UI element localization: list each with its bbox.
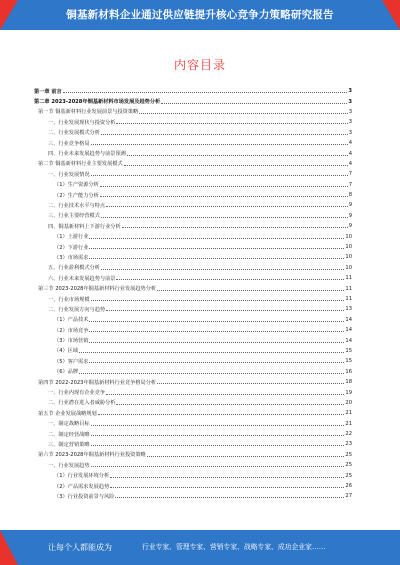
toc-heading: 内容目录 xyxy=(173,58,226,72)
toc-entry-label: （2）市场竞争 xyxy=(54,327,89,334)
toc-leader-dots xyxy=(116,120,347,124)
toc-entry-label: 四、行业未来发展趋势与前景预测 xyxy=(48,151,126,158)
toc-entry-label: （2）生产能力分析 xyxy=(54,192,99,199)
toc-entry-label: 二、行业发展方向与趋势 xyxy=(48,306,106,313)
toc-entry-label: （2）产品需求发展趋势 xyxy=(54,483,110,490)
toc-leader-dots xyxy=(122,224,348,228)
toc-entry-label: 三、行业竞争格局 xyxy=(48,140,90,147)
toc-leader-dots xyxy=(101,131,348,135)
toc-entry-page: 25 xyxy=(345,451,352,458)
toc-entry-label: 第二节 铜基新材料行业主要发展模式 xyxy=(38,161,123,168)
toc-entry-page: 25 xyxy=(345,472,352,479)
toc-leader-dots xyxy=(116,276,344,280)
toc-leader-dots xyxy=(100,183,348,187)
toc-leader-dots xyxy=(89,359,344,363)
toc-leader-dots xyxy=(79,349,344,353)
toc-entry-label: 三、制定营销策略 xyxy=(48,441,90,448)
toc-entry[interactable] xyxy=(34,117,352,127)
toc-leader-dots xyxy=(91,172,348,176)
toc-leader-dots xyxy=(110,474,344,478)
toc-leader-dots xyxy=(91,422,345,426)
toc-entry[interactable] xyxy=(34,325,352,335)
toc-entry-label: （4）区域 xyxy=(54,348,79,355)
toc-entry-page: 10 xyxy=(345,264,352,271)
toc-entry[interactable] xyxy=(34,211,352,221)
toc-entry-page: 21 xyxy=(345,420,352,427)
toc-entry[interactable] xyxy=(34,107,352,117)
toc-entry-label: 第五节 企业发展战略规划 xyxy=(38,410,97,417)
toc-entry-label: 五、行业盈利模式分析 xyxy=(48,265,100,272)
toc-entry[interactable] xyxy=(34,231,352,241)
toc-entry-label: 一、行业发展现状与投资分析 xyxy=(48,119,116,126)
toc-entry-page: 10 xyxy=(345,233,352,240)
toc-entry-label: （3）市场营销 xyxy=(54,338,89,345)
toc-entry[interactable] xyxy=(34,408,352,418)
toc-entry-page: 15 xyxy=(345,358,352,365)
toc-leader-dots xyxy=(89,328,344,332)
toc-entry-label: （1）上游行业 xyxy=(54,234,89,241)
toc-entry[interactable] xyxy=(34,460,352,470)
toc-leader-dots xyxy=(115,494,344,498)
toc-leader-dots xyxy=(91,297,345,301)
toc-leader-dots xyxy=(63,89,348,93)
toc-entry[interactable] xyxy=(34,138,352,148)
toc-leader-dots xyxy=(147,453,345,457)
header-accent-left xyxy=(0,0,18,30)
toc-entry[interactable] xyxy=(34,96,352,106)
toc-entry-label: 二、行业技术水平与特点 xyxy=(48,202,106,209)
toc-entry-label: （6）品牌 xyxy=(54,369,79,376)
toc-entry[interactable] xyxy=(34,356,352,366)
toc-leader-dots xyxy=(89,245,344,249)
toc-entry-page: 16 xyxy=(345,368,352,375)
toc-entry-label: 一、制定战略目标 xyxy=(48,421,90,428)
toc-entry[interactable] xyxy=(34,315,352,325)
footer-accent xyxy=(0,530,18,565)
toc-entry-page: 25 xyxy=(345,462,352,469)
toc-entry[interactable] xyxy=(34,221,352,231)
toc-leader-dots xyxy=(127,152,348,156)
toc-entry[interactable] xyxy=(34,387,352,397)
toc-leader-dots xyxy=(89,255,344,259)
toc-entry[interactable] xyxy=(34,190,352,200)
toc-entry-label: 第四节 2022-2023年铜基新材料行业竞争格局分析 xyxy=(38,379,157,386)
toc-leader-dots xyxy=(89,318,344,322)
toc-entry-page: 9 xyxy=(348,223,352,230)
toc-entry-label: 一、行业发展趋势 xyxy=(48,462,90,469)
toc-entry[interactable] xyxy=(34,335,352,345)
toc-entry-label: （1）行业发展环境分析 xyxy=(54,473,110,480)
toc-entry[interactable] xyxy=(34,180,352,190)
toc-entry[interactable] xyxy=(34,169,352,179)
toc-entry[interactable] xyxy=(34,128,352,138)
toc-entry[interactable] xyxy=(34,429,352,439)
toc-entry[interactable] xyxy=(34,346,352,356)
toc-entry-page: 3 xyxy=(348,119,352,126)
toc-entry-page: 9 xyxy=(348,212,352,219)
toc-leader-dots xyxy=(110,484,344,488)
toc-entry-page: 7 xyxy=(348,171,352,178)
toc-leader-dots xyxy=(106,203,348,207)
report-title: 铜基新材料企业通过供应链提升核心竞争力策略研究报告 xyxy=(66,9,334,21)
toc-entry-label: 第一节 铜基新材料行业发展前景与投资策略 xyxy=(38,109,139,116)
toc-entry[interactable] xyxy=(34,283,352,293)
toc-entry-label: 第二章 2023-2028年铜基新材料市场发展及趋势分析 xyxy=(34,99,161,106)
toc-entry-page: 11 xyxy=(345,296,352,302)
toc-entry[interactable] xyxy=(34,304,352,314)
table-of-contents xyxy=(34,86,352,502)
toc-entry-page: 22 xyxy=(345,431,352,438)
toc-entry-label: 二、行业发展模式分析 xyxy=(48,130,100,137)
toc-leader-dots xyxy=(139,110,347,114)
toc-entry[interactable] xyxy=(34,242,352,252)
toc-entry[interactable] xyxy=(34,263,352,273)
toc-entry[interactable] xyxy=(34,450,352,460)
toc-leader-dots xyxy=(157,380,344,384)
toc-entry-page: 20 xyxy=(345,399,352,406)
toc-entry-page: 10 xyxy=(345,254,352,261)
toc-entry-page: 13 xyxy=(345,306,352,313)
toc-entry[interactable] xyxy=(34,159,352,169)
toc-entry[interactable] xyxy=(34,470,352,480)
toc-entry-label: 第三节 2023-2028年铜基新材料行业发展趋势分析 xyxy=(38,286,157,293)
toc-leader-dots xyxy=(91,442,345,446)
toc-leader-dots xyxy=(100,193,348,197)
toc-entry[interactable] xyxy=(34,86,352,96)
footer-roles: 行业专家、管理专家、营销专家、战略专家、成功企业家…… xyxy=(142,543,326,551)
toc-entry-page: 3 xyxy=(348,88,352,95)
toc-entry-label: （5）客户需求 xyxy=(54,358,89,365)
toc-entry[interactable] xyxy=(34,377,352,387)
header-accent-right xyxy=(382,0,400,30)
toc-entry[interactable] xyxy=(34,252,352,262)
toc-leader-dots xyxy=(91,141,348,145)
toc-entry-page: 14 xyxy=(345,337,352,344)
header-banner xyxy=(0,0,400,30)
toc-entry[interactable] xyxy=(34,439,352,449)
toc-entry-label: 三、行业主要经营模式 xyxy=(48,213,100,220)
toc-entry[interactable] xyxy=(34,367,352,377)
toc-leader-dots xyxy=(101,266,345,270)
toc-entry-page: 23 xyxy=(345,441,352,448)
toc-leader-dots xyxy=(89,339,344,343)
toc-leader-dots xyxy=(91,463,345,467)
toc-entry[interactable] xyxy=(34,294,352,304)
toc-entry-page: 27 xyxy=(345,493,352,500)
toc-entry-page: 7 xyxy=(348,181,352,188)
toc-entry-label: 六、行业未来发展趋势与前景 xyxy=(48,275,116,282)
toc-leader-dots xyxy=(106,391,344,395)
toc-entry-label: （3）市场需求 xyxy=(54,254,89,261)
toc-leader-dots xyxy=(106,307,344,311)
toc-entry[interactable] xyxy=(34,419,352,429)
toc-entry-page: 9 xyxy=(348,202,352,209)
toc-entry-page: 3 xyxy=(348,108,352,115)
toc-entry-label: （2）下游行业 xyxy=(54,244,89,251)
footer-slogan: 让每个人都能成为 xyxy=(48,543,112,552)
toc-entry-page: 26 xyxy=(345,483,352,490)
toc-entry[interactable] xyxy=(34,148,352,158)
toc-entry-page: 18 xyxy=(345,379,352,386)
toc-entry-page: 4 xyxy=(348,150,352,157)
toc-entry-label: （1）生产资源分析 xyxy=(54,182,99,189)
toc-entry-label: 二、行业潜在进入者威胁分析 xyxy=(48,400,116,407)
toc-entry-page: 14 xyxy=(345,327,352,334)
toc-entry[interactable] xyxy=(34,200,352,210)
toc-leader-dots xyxy=(161,100,347,104)
toc-leader-dots xyxy=(89,235,344,239)
toc-entry-page: 10 xyxy=(345,244,352,251)
toc-entry-label: 四、铜基新材料上下游行业分析 xyxy=(48,223,121,230)
toc-entry-label: 二、制定经营战略 xyxy=(48,431,90,438)
toc-entry[interactable] xyxy=(34,398,352,408)
toc-entry-label: （1）产品技术 xyxy=(54,317,89,324)
toc-entry-page: 19 xyxy=(345,389,352,396)
toc-entry-page: 4 xyxy=(348,140,352,147)
toc-entry-page: 3 xyxy=(348,129,352,136)
toc-entry[interactable] xyxy=(34,491,352,501)
toc-entry-page: 21 xyxy=(345,410,352,417)
toc-entry-label: 一、行业内现有企业竞争 xyxy=(48,390,106,397)
toc-leader-dots xyxy=(124,162,348,166)
toc-entry-page: 3 xyxy=(348,98,352,105)
toc-entry-page: 11 xyxy=(345,275,352,282)
toc-entry-label: 第一章 前言 xyxy=(34,88,62,95)
toc-entry-label: 一、行业发展情况 xyxy=(48,171,90,178)
toc-leader-dots xyxy=(98,411,345,415)
toc-entry-page: 14 xyxy=(345,316,352,323)
toc-leader-dots xyxy=(116,401,344,405)
toc-entry-label: 一、行业市场规模 xyxy=(48,296,90,303)
toc-leader-dots xyxy=(79,370,344,374)
footer-banner xyxy=(0,530,400,565)
toc-entry[interactable] xyxy=(34,273,352,283)
toc-entry[interactable] xyxy=(34,481,352,491)
toc-leader-dots xyxy=(157,287,344,291)
toc-entry-page: 4 xyxy=(348,160,352,167)
toc-entry-page: 8 xyxy=(348,192,352,199)
toc-leader-dots xyxy=(91,432,345,436)
toc-leader-dots xyxy=(101,214,348,218)
toc-entry-page: 15 xyxy=(345,347,352,354)
toc-entry-label: 第六节 2023-2028年铜基新材料行业投资策略 xyxy=(38,452,146,459)
toc-entry-label: （3）行业投资前景与风险 xyxy=(54,493,115,500)
toc-entry-page: 11 xyxy=(345,285,352,292)
